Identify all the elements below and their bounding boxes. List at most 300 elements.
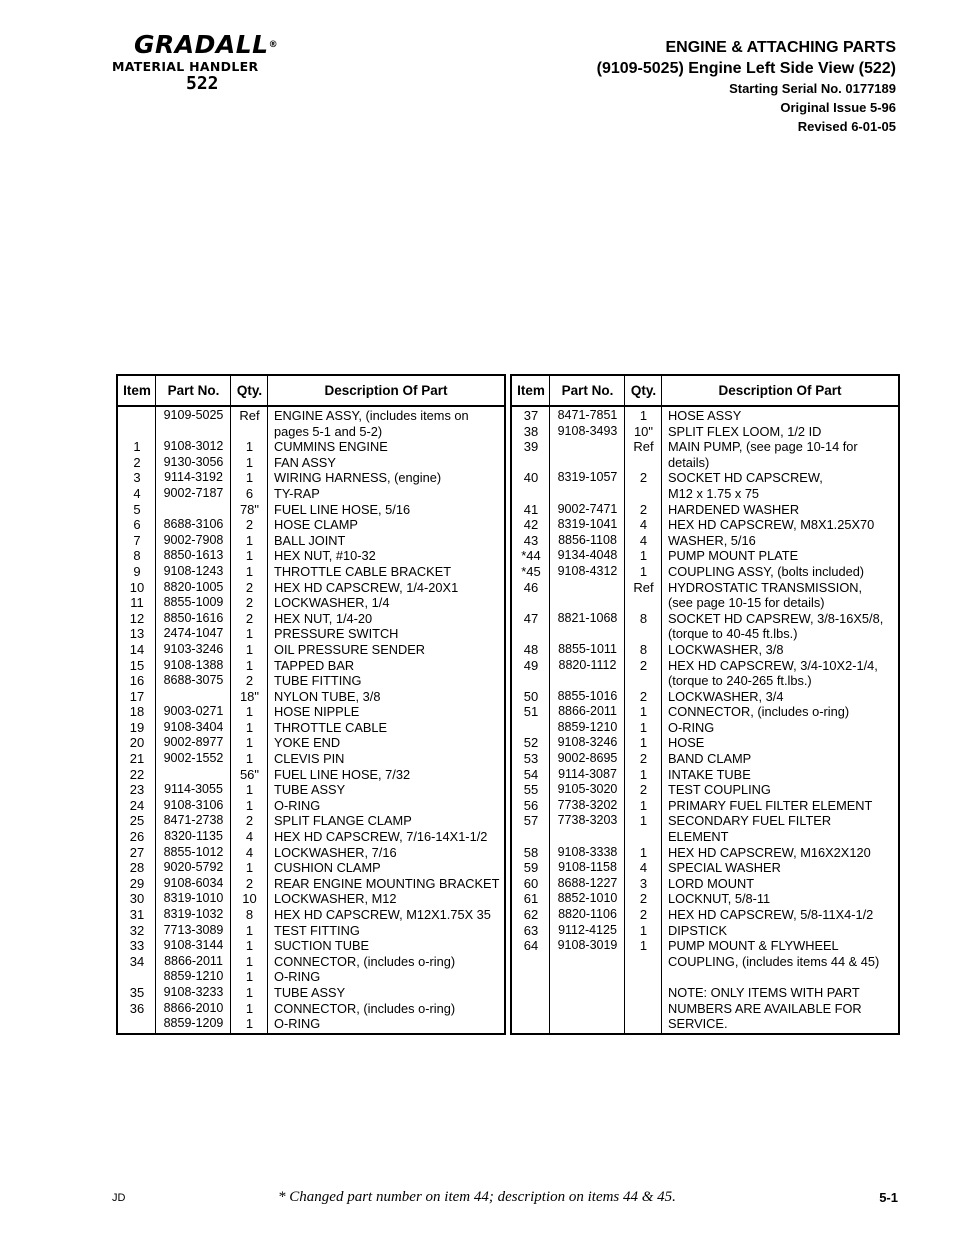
part-number	[550, 829, 625, 845]
quantity	[625, 486, 662, 502]
page-subtitle: (9109-5025) Engine Left Side View (522)	[596, 60, 896, 77]
table-row	[118, 891, 504, 907]
item-number	[512, 969, 550, 985]
part-description: TEST FITTING	[274, 922, 360, 938]
part-number: 8319-1032	[163, 907, 224, 921]
part-description: HEX HD CAPSCREW, 3/4-10X2-1/4,	[668, 657, 878, 673]
table-row	[512, 954, 898, 970]
quantity: 2	[245, 579, 254, 595]
part-number: 8866-2011	[164, 953, 223, 968]
item-number: 48	[523, 641, 539, 657]
item-number: 50	[523, 688, 539, 704]
part-number: 8866-2011	[558, 704, 617, 719]
part-number: 8859-1210	[557, 719, 618, 734]
item-number: 58	[523, 844, 539, 860]
table-row	[118, 595, 504, 611]
item-number	[512, 595, 550, 611]
item-number: 31	[129, 907, 145, 922]
item-number: 7	[133, 532, 141, 548]
table-row	[118, 751, 504, 767]
item-number: 10	[129, 579, 145, 595]
table-row	[512, 580, 898, 596]
part-description: CLEVIS PIN	[274, 751, 345, 767]
part-number: 9002-7187	[163, 485, 224, 500]
part-number: 9112-4125	[558, 922, 617, 937]
quantity: 1	[245, 641, 254, 657]
item-number: 33	[129, 938, 145, 954]
table-row	[512, 658, 898, 674]
part-description: CONNECTOR, (includes o-ring)	[274, 953, 456, 969]
part-number	[550, 486, 625, 502]
part-description: (torque to 240-265 ft.lbs.)	[668, 673, 812, 689]
quantity: 2	[245, 610, 254, 626]
part-description: TEST COUPLING	[668, 782, 771, 798]
part-number: 9108-3019	[557, 938, 618, 953]
part-description: HEX HD CAPSCREW, 5/8-11X4-1/2	[668, 907, 874, 922]
part-number	[550, 626, 625, 642]
logo-subtitle: MATERIAL HANDLER	[112, 59, 259, 74]
item-number: 21	[129, 751, 145, 767]
table-row	[118, 938, 504, 954]
part-number: 8855-1011	[558, 641, 617, 656]
part-description: FUEL LINE HOSE, 7/32	[274, 766, 411, 782]
quantity: 2	[639, 751, 648, 767]
table-row	[512, 720, 898, 736]
table-body	[118, 407, 504, 1032]
item-number: 25	[129, 813, 145, 829]
quantity: 4	[639, 860, 648, 876]
quantity: 1	[245, 439, 254, 455]
quantity: 1	[245, 719, 254, 735]
quantity: 1	[245, 626, 254, 642]
quantity: 3	[639, 875, 648, 891]
item-number: 61	[523, 891, 539, 907]
quantity: Ref	[239, 408, 260, 423]
part-description: (torque to 40-45 ft.lbs.)	[668, 626, 798, 642]
table-row	[512, 517, 898, 533]
part-description: LOCKWASHER, 1/4	[274, 595, 390, 611]
item-number: 39	[523, 439, 539, 455]
quantity: 1	[245, 563, 254, 579]
table-row	[118, 673, 504, 689]
part-number: 9020-5792	[163, 860, 224, 875]
item-number	[512, 486, 550, 502]
part-number: 2474-1047	[163, 626, 224, 641]
part-description: HARDENED WASHER	[668, 501, 800, 517]
part-description: THROTTLE CABLE BRACKET	[274, 563, 452, 579]
item-number	[118, 1016, 156, 1032]
col-header-desc: Description Of Part	[324, 383, 448, 398]
item-number	[118, 969, 156, 985]
part-number: 9114-3192	[164, 470, 223, 485]
part-number: 9108-6034	[163, 875, 224, 890]
part-number: 9108-3144	[163, 938, 224, 953]
part-number	[550, 1001, 625, 1017]
part-description: (see page 10-15 for details)	[668, 595, 825, 611]
part-description: TAPPED BAR	[274, 657, 355, 673]
quantity: 1	[639, 766, 648, 782]
table-row	[118, 626, 504, 642]
part-number	[550, 455, 625, 471]
item-number: 14	[129, 641, 145, 657]
table-row	[512, 798, 898, 814]
table-row	[512, 439, 898, 455]
parts-table-right	[510, 374, 900, 1035]
table-header	[118, 376, 504, 407]
table-row	[512, 985, 898, 1001]
part-description: SERVICE.	[668, 1016, 728, 1032]
part-number: 8688-3106	[163, 517, 224, 532]
part-description: THROTTLE CABLE	[274, 719, 388, 735]
quantity: 2	[245, 875, 254, 891]
table-row	[118, 985, 504, 1001]
table-row	[118, 907, 504, 923]
part-description: O-RING	[668, 719, 715, 735]
item-number: 63	[523, 922, 539, 938]
part-description: TUBE FITTING	[274, 673, 362, 689]
table-row	[512, 907, 898, 923]
table-row	[118, 798, 504, 814]
part-description: details)	[668, 454, 710, 470]
part-number: 9108-3106	[163, 797, 224, 812]
item-number: 1	[133, 439, 141, 455]
table-row	[512, 860, 898, 876]
item-number: 55	[523, 782, 539, 798]
part-description: LOCKNUT, 5/8-11	[668, 891, 771, 907]
part-number: 9114-3055	[164, 782, 223, 797]
col-header-qty: Qty.	[630, 383, 657, 398]
item-number: 62	[523, 907, 539, 922]
part-description: HEX HD CAPSCREW, M12X1.75X 35	[274, 907, 491, 922]
item-number: 57	[523, 813, 539, 829]
part-description: SPLIT FLEX LOOM, 1/2 ID	[668, 423, 822, 439]
part-description: SOCKET HD CAPSREW, 3/8-16X5/8,	[668, 610, 884, 626]
part-number: 9109-5025	[163, 408, 224, 422]
item-number	[512, 626, 550, 642]
item-number: 6	[133, 517, 141, 533]
logo-brand	[134, 30, 302, 60]
item-number: 37	[523, 408, 539, 423]
part-description: BAND CLAMP	[668, 751, 752, 767]
table-row	[512, 424, 898, 440]
table-row	[118, 689, 504, 705]
table-row	[118, 502, 504, 518]
part-description: FUEL LINE HOSE, 5/16	[274, 501, 411, 517]
part-description: OIL PRESSURE SENDER	[274, 641, 425, 657]
part-number: 8855-1012	[163, 844, 224, 859]
quantity: 56"	[239, 766, 260, 782]
part-number: 7713-3089	[163, 922, 224, 937]
part-number: 8471-7851	[557, 408, 618, 422]
quantity: 1	[639, 844, 648, 860]
table-row	[512, 564, 898, 580]
item-number: 36	[129, 1000, 145, 1016]
part-description: CONNECTOR, (includes o-ring)	[668, 704, 850, 720]
part-number: 8688-1227	[557, 875, 618, 890]
item-number: 53	[523, 751, 539, 767]
item-number	[512, 1001, 550, 1017]
table-row	[118, 486, 504, 502]
part-number: 9103-3246	[163, 641, 224, 656]
table-row	[512, 1016, 898, 1032]
part-number: 8856-1108	[558, 532, 617, 547]
quantity: 1	[245, 735, 254, 751]
part-number: 8820-1106	[558, 907, 617, 921]
item-number: 30	[129, 891, 145, 907]
table-row	[118, 704, 504, 720]
quantity: 2	[639, 657, 648, 673]
footer-note: * Changed part number on item 44; description on items 44 & 45.	[278, 1189, 676, 1205]
part-number	[550, 954, 625, 970]
part-description: YOKE END	[274, 735, 341, 751]
quantity: 4	[639, 532, 648, 548]
part-description: ENGINE ASSY, (includes items on	[274, 408, 469, 423]
part-number: 9108-1158	[558, 860, 617, 875]
quantity: 2	[639, 782, 648, 798]
quantity: 4	[245, 844, 254, 860]
part-number: 9114-3087	[558, 766, 617, 781]
item-number: 59	[523, 860, 539, 876]
quantity	[625, 954, 662, 970]
part-number: 8319-1010	[163, 891, 224, 906]
item-number	[512, 829, 550, 845]
item-number: 32	[129, 922, 145, 938]
quantity: 1	[245, 548, 254, 564]
quantity: 1	[245, 751, 254, 767]
part-description: PRESSURE SWITCH	[274, 626, 399, 642]
part-description: NOTE: ONLY ITEMS WITH PART	[668, 984, 860, 1000]
quantity: 8	[639, 610, 648, 626]
item-number: 17	[129, 688, 145, 704]
quantity: 1	[245, 470, 254, 486]
item-number: 60	[523, 875, 539, 891]
item-number: 42	[523, 517, 539, 533]
part-description: WASHER, 5/16	[668, 532, 756, 548]
table-row	[118, 642, 504, 658]
part-description: WIRING HARNESS, (engine)	[274, 470, 442, 486]
part-number: 9108-1243	[163, 563, 224, 578]
item-number: *45	[521, 563, 541, 579]
part-number: 9108-3338	[557, 844, 618, 859]
col-header-part: Part No.	[167, 383, 220, 398]
quantity: 78"	[239, 501, 260, 517]
serial-number: Starting Serial No. 0177189	[729, 81, 896, 96]
quantity: 1	[639, 922, 648, 938]
part-description: LOCKWASHER, 3/4	[668, 688, 784, 704]
table-row	[118, 408, 504, 424]
part-description: LOCKWASHER, 7/16	[274, 844, 397, 860]
table-row	[512, 876, 898, 892]
logo-model: 522	[186, 73, 219, 94]
quantity: 1	[245, 657, 254, 673]
part-description: O-RING	[274, 969, 321, 985]
part-description: COUPLING ASSY, (bolts included)	[668, 563, 865, 579]
part-number: 8859-1209	[163, 1016, 224, 1031]
quantity: 1	[245, 797, 254, 813]
item-number	[512, 455, 550, 471]
item-number	[512, 954, 550, 970]
item-number: 23	[129, 782, 145, 798]
part-number: 9003-0271	[163, 704, 224, 719]
part-description: SPECIAL WASHER	[668, 860, 781, 876]
quantity	[625, 1001, 662, 1017]
quantity: 1	[639, 797, 648, 813]
quantity: Ref	[633, 579, 654, 595]
part-number: 8855-1016	[557, 688, 618, 703]
part-number: 9108-4312	[557, 563, 618, 578]
part-description: DIPSTICK	[668, 922, 728, 938]
table-row	[118, 564, 504, 580]
part-number: 8820-1005	[163, 579, 224, 594]
table-row	[512, 533, 898, 549]
quantity	[625, 626, 662, 642]
part-number	[156, 689, 231, 705]
part-number	[156, 424, 231, 440]
table-row	[512, 642, 898, 658]
table-row	[512, 891, 898, 907]
item-number: 49	[523, 657, 539, 673]
item-number: 43	[523, 532, 539, 548]
table-row	[118, 735, 504, 751]
table-row	[118, 954, 504, 970]
quantity: 1	[245, 704, 254, 720]
part-number: 9108-3233	[163, 984, 224, 999]
quantity	[625, 595, 662, 611]
item-number: 46	[523, 579, 539, 595]
part-number	[550, 1016, 625, 1032]
page-number: 5-1	[879, 1190, 898, 1205]
item-number: 64	[523, 938, 539, 954]
part-description: TUBE ASSY	[274, 782, 346, 798]
part-description: ELEMENT	[668, 829, 729, 845]
part-description: M12 x 1.75 x 75	[668, 485, 760, 501]
table-row	[512, 735, 898, 751]
part-number	[156, 502, 231, 518]
item-number	[118, 424, 156, 440]
part-description: HEX HD CAPSCREW, 1/4-20X1	[274, 579, 459, 595]
table-row	[118, 548, 504, 564]
quantity: 1	[245, 532, 254, 548]
quantity: 1	[639, 719, 648, 735]
table-row	[512, 455, 898, 471]
part-description: HOSE NIPPLE	[274, 704, 360, 720]
table-body	[512, 407, 898, 1032]
item-number	[118, 408, 156, 424]
part-description: HEX NUT, #10-32	[274, 548, 376, 564]
quantity: 2	[245, 673, 254, 689]
table-row	[118, 580, 504, 596]
item-number: 16	[129, 673, 145, 689]
part-description: LORD MOUNT	[668, 875, 755, 891]
table-row	[512, 782, 898, 798]
table-row	[512, 1001, 898, 1017]
part-description: pages 5-1 and 5-2)	[274, 423, 383, 439]
quantity: 1	[639, 813, 648, 829]
item-number: 26	[129, 829, 145, 845]
table-header	[512, 376, 898, 407]
quantity: 1	[245, 1016, 254, 1032]
part-description: O-RING	[274, 797, 321, 813]
logo-brand-text: GRADALL	[134, 30, 269, 59]
part-number: 9002-7908	[163, 532, 224, 547]
table-row	[512, 408, 898, 424]
table-row	[118, 923, 504, 939]
quantity	[625, 829, 662, 845]
part-number: 8821-1068	[557, 610, 618, 625]
part-number: 8866-2010	[163, 1000, 224, 1015]
quantity: 1	[639, 563, 648, 579]
part-number: 7738-3202	[557, 797, 618, 812]
part-description: HEX HD CAPSCREW, M16X2X120	[668, 844, 871, 860]
part-description: HEX HD CAPSCREW, M8X1.25X70	[668, 517, 875, 533]
part-number: 9108-3404	[163, 719, 224, 734]
item-number: 20	[129, 735, 145, 751]
table-row	[512, 611, 898, 627]
quantity: 2	[639, 891, 648, 907]
table-row	[118, 860, 504, 876]
item-number: 15	[129, 657, 145, 673]
table-row	[512, 751, 898, 767]
quantity: 1	[639, 704, 648, 720]
table-row	[512, 767, 898, 783]
item-number: 12	[129, 610, 145, 626]
table-row	[512, 938, 898, 954]
quantity	[231, 424, 268, 440]
table-row	[512, 470, 898, 486]
part-number	[550, 673, 625, 689]
item-number: 19	[129, 719, 145, 735]
part-number: 9130-3056	[163, 454, 224, 469]
part-number: 8319-1057	[557, 470, 618, 485]
table-row	[512, 673, 898, 689]
part-description: HYDROSTATIC TRANSMISSION,	[668, 579, 863, 595]
part-number: 8319-1041	[557, 517, 618, 532]
quantity: 6	[245, 485, 254, 501]
part-number: 9002-8977	[163, 735, 224, 750]
table-row	[118, 876, 504, 892]
part-number: 9108-1388	[163, 657, 224, 672]
part-description: O-RING	[274, 1016, 321, 1032]
part-description: MAIN PUMP, (see page 10-14 for	[668, 439, 858, 455]
quantity: 2	[245, 813, 254, 829]
table-row	[118, 1016, 504, 1032]
table-row	[512, 829, 898, 845]
part-description: HOSE CLAMP	[274, 517, 358, 533]
part-number: 8471-2738	[163, 813, 224, 828]
part-number: 8850-1616	[163, 610, 224, 625]
table-row	[118, 969, 504, 985]
part-description: SUCTION TUBE	[274, 938, 370, 954]
part-number: 8820-1112	[558, 657, 617, 672]
part-description: NUMBERS ARE AVAILABLE FOR	[668, 1000, 862, 1016]
table-row	[118, 424, 504, 440]
quantity: 8	[245, 907, 254, 922]
part-number: 8688-3075	[163, 673, 224, 688]
table-row	[512, 969, 898, 985]
item-number: 41	[523, 501, 539, 517]
part-number: 7738-3203	[557, 813, 618, 828]
table-row	[512, 845, 898, 861]
item-number: 40	[523, 470, 539, 486]
table-row	[118, 720, 504, 736]
item-number: 2	[133, 454, 141, 470]
part-description: HEX HD CAPSCREW, 7/16-14X1-1/2	[274, 829, 488, 845]
item-number: 13	[129, 626, 145, 642]
revised-date: Revised 6-01-05	[797, 119, 896, 134]
item-number: 24	[129, 797, 145, 813]
quantity: 8	[639, 641, 648, 657]
table-row	[118, 470, 504, 486]
